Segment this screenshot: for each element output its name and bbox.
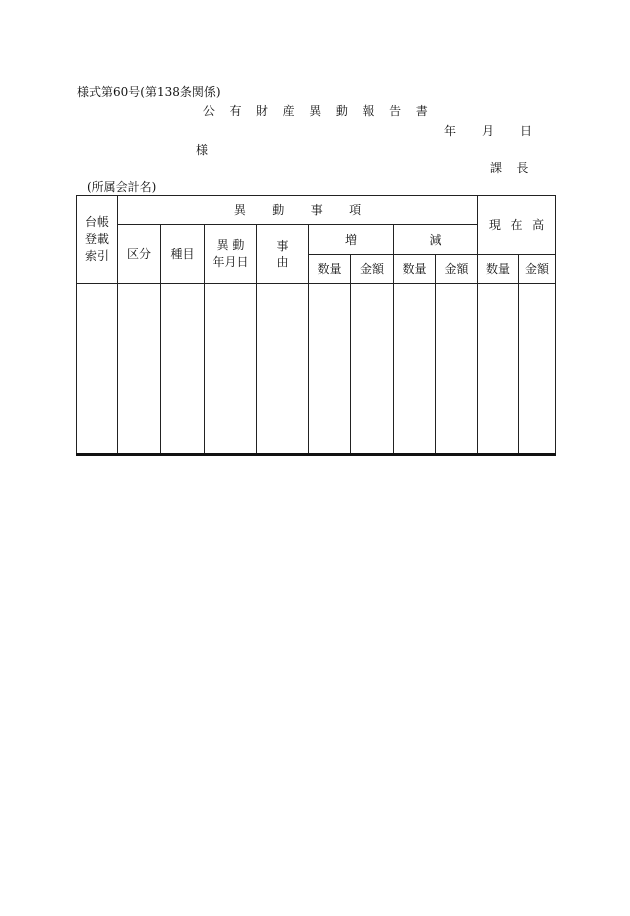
- document-title: 公 有 財 産 異 動 報 告 書: [202, 104, 434, 118]
- cell-reason[interactable]: [257, 284, 309, 455]
- cell-ledger-index[interactable]: [77, 284, 118, 455]
- increase-header: 増: [309, 225, 394, 255]
- cell-category[interactable]: [118, 284, 161, 455]
- cell-current-quantity[interactable]: [478, 284, 519, 455]
- reason-header: 事由: [257, 225, 309, 284]
- ledger-index-label: 台帳 登載 索引: [84, 215, 109, 263]
- change-date-header: [205, 225, 257, 284]
- change-items-header: 異動事項: [118, 196, 478, 225]
- date-year-label: 年: [444, 124, 457, 138]
- ledger-table: [76, 195, 556, 456]
- form-number: 様式第60号(第138条関係): [77, 85, 221, 99]
- cell-decrease-amount[interactable]: [436, 284, 478, 455]
- increase-quantity-header: 数量: [309, 255, 351, 284]
- cell-current-amount[interactable]: [519, 284, 556, 455]
- date-month-label: 月: [482, 124, 495, 138]
- change-date-label: 異 動 年月日: [212, 238, 249, 269]
- increase-amount-header: 金額: [351, 255, 394, 284]
- current-balance-header: 現在高: [478, 196, 556, 255]
- type-header: 種目: [161, 225, 205, 284]
- ledger-index-header: [77, 196, 118, 284]
- decrease-quantity-header: 数量: [394, 255, 436, 284]
- decrease-amount-header: 金額: [436, 255, 478, 284]
- cell-increase-amount[interactable]: [351, 284, 394, 455]
- cell-decrease-quantity[interactable]: [394, 284, 436, 455]
- cell-type[interactable]: [161, 284, 205, 455]
- decrease-header: 減: [394, 225, 478, 255]
- department-label: (所属会計名): [87, 180, 157, 194]
- date-line: [444, 122, 532, 139]
- cell-increase-quantity[interactable]: [309, 284, 351, 455]
- table-row: [77, 284, 556, 455]
- current-amount-header: 金額: [519, 255, 556, 284]
- category-header: 区分: [118, 225, 161, 284]
- date-day-label: 日: [520, 124, 533, 138]
- section-chief-label: 課長: [490, 161, 543, 175]
- cell-change-date[interactable]: [205, 284, 257, 455]
- current-quantity-header: 数量: [478, 255, 519, 284]
- addressee-suffix: 様: [196, 143, 209, 157]
